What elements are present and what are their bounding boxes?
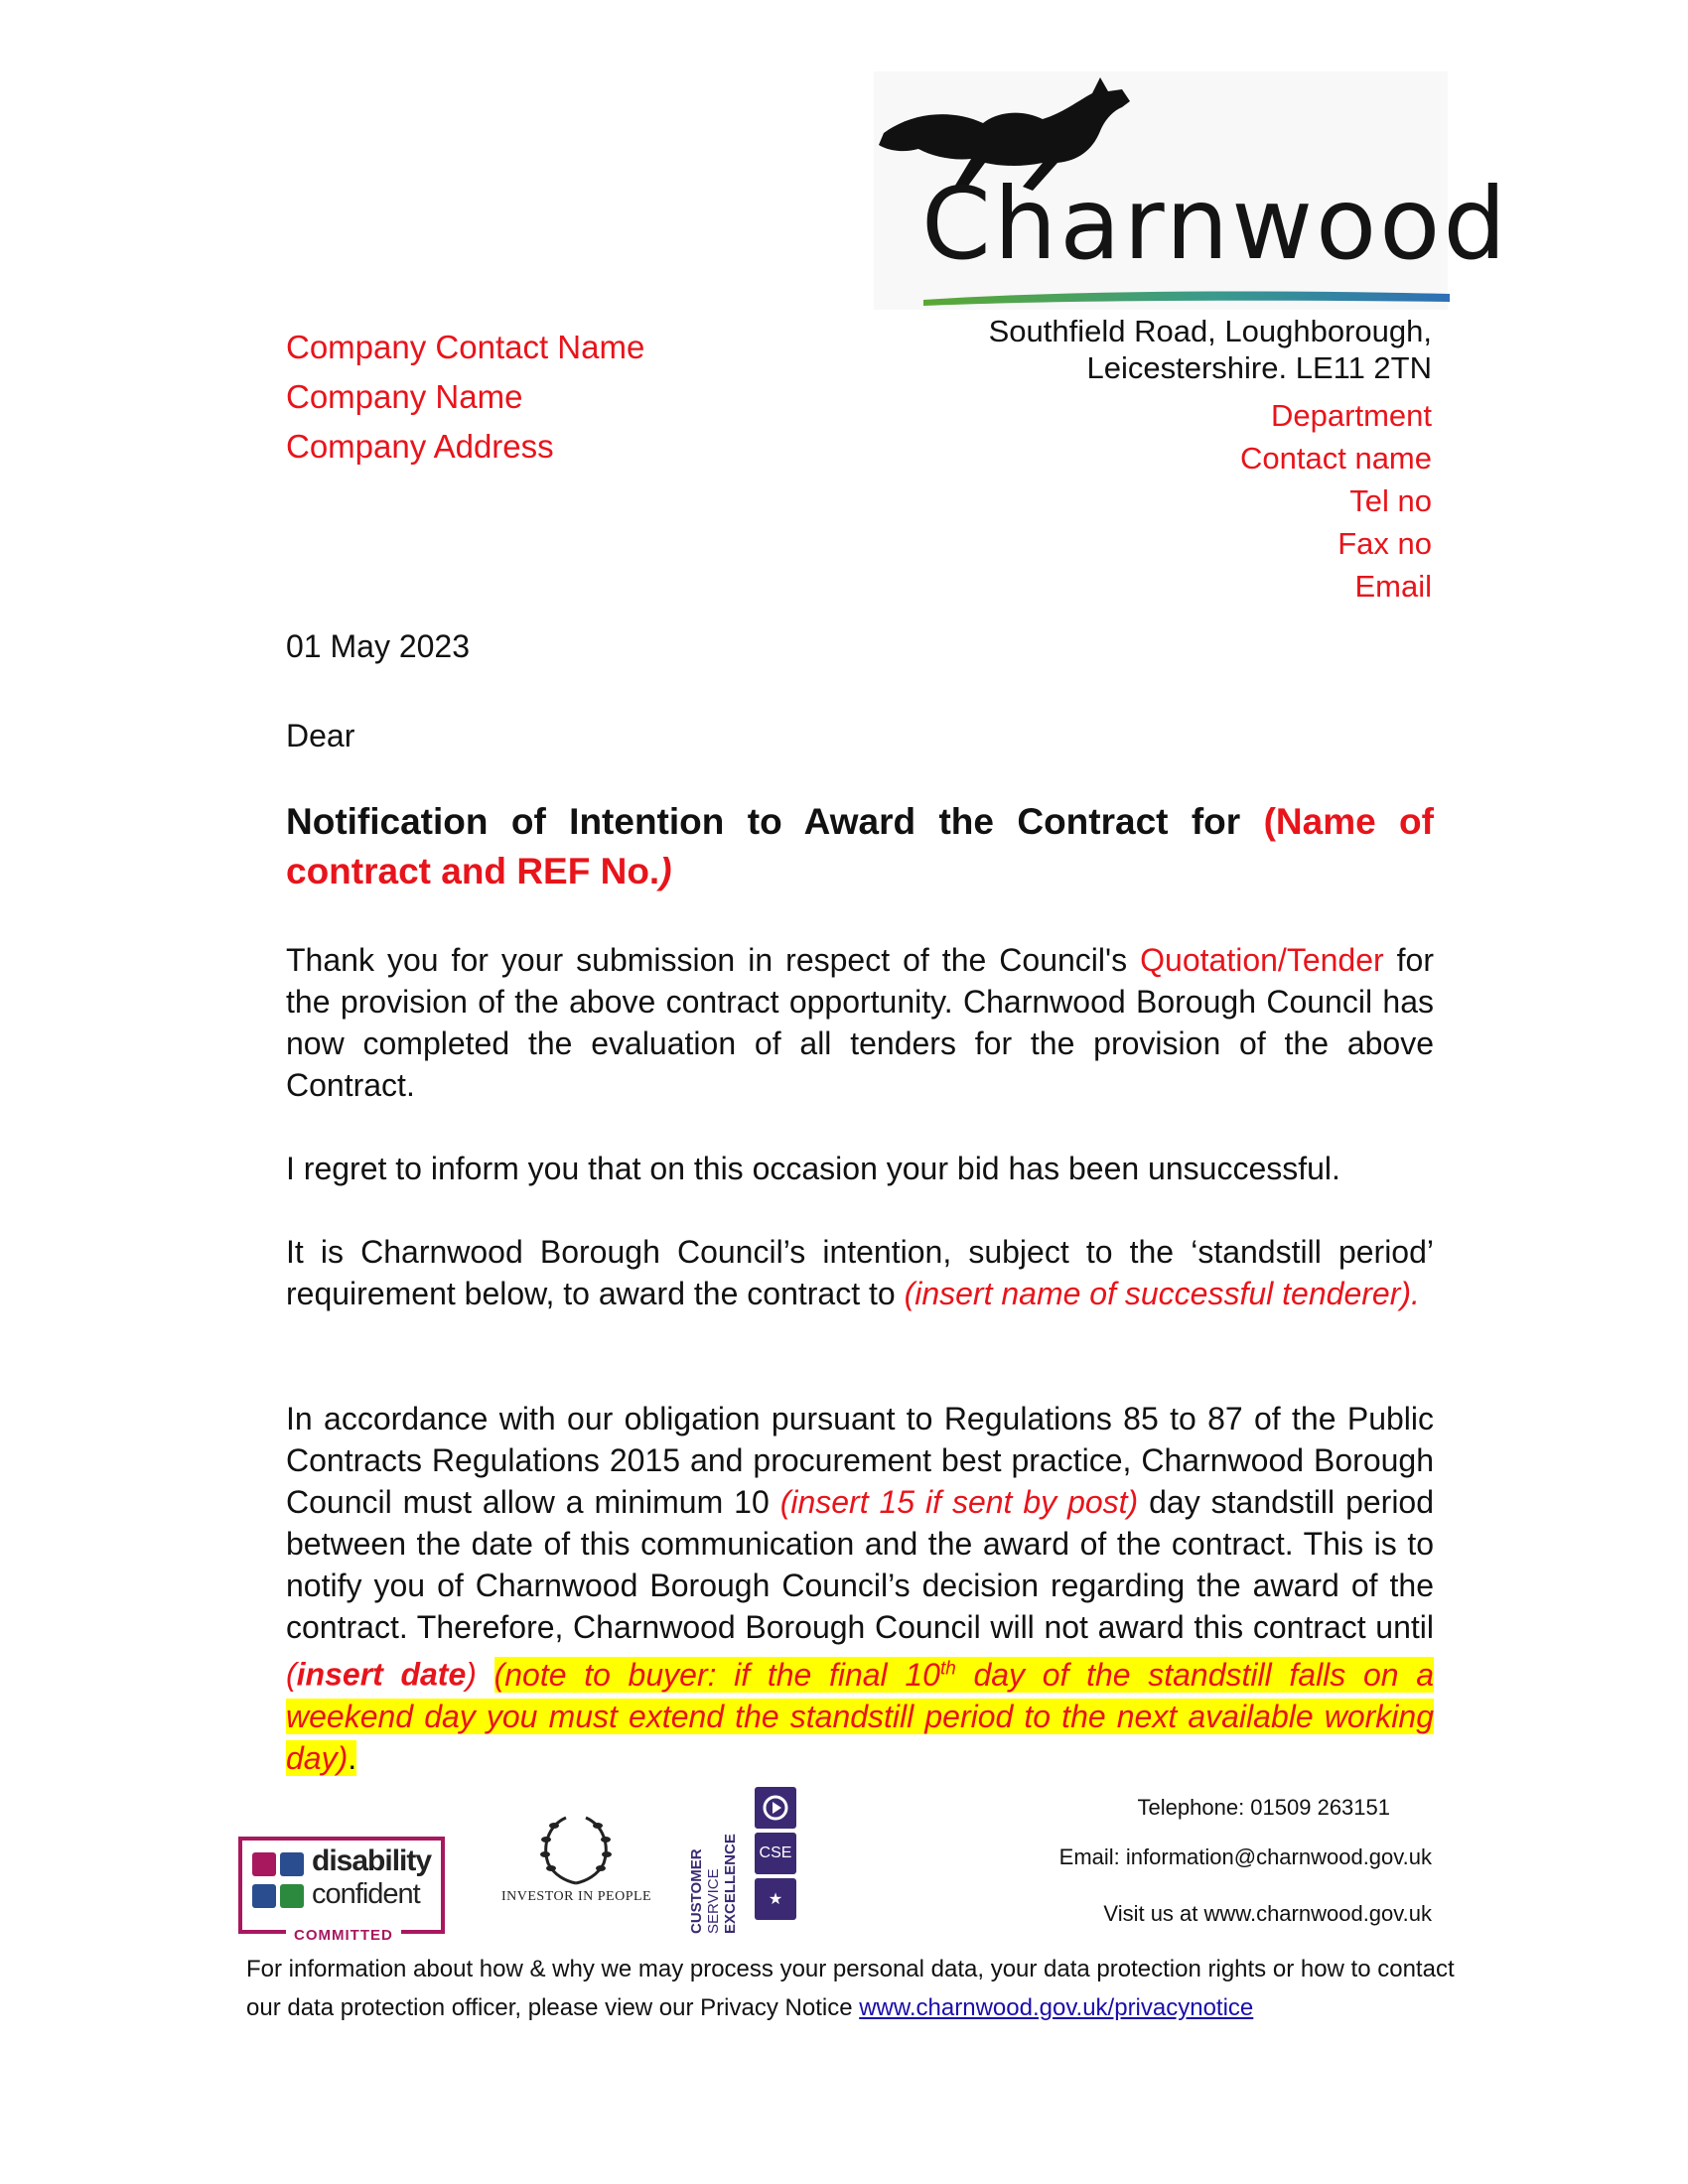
cse-word-2: SERVICE: [705, 1868, 722, 1934]
para4-space: [477, 1657, 494, 1693]
para3-text: It is Charnwood Borough Council’s intention, subject to the ‘standstill period’ requirement below, to award the contract to: [286, 1234, 1434, 1311]
cse-vertical-svg: [685, 1815, 745, 1934]
address-line-2: Leicestershire. LE11 2TN: [1086, 350, 1432, 386]
investor-in-people-label: INVESTOR IN PEOPLE: [501, 1889, 652, 1904]
letter-heading: [286, 797, 1434, 896]
date-open-paren: (: [286, 1656, 297, 1693]
sender-address: [989, 313, 1432, 386]
laurel-wreath-icon: [536, 1812, 616, 1887]
paragraph-intention: [286, 1231, 1434, 1314]
sender-contact-block: [1240, 394, 1432, 608]
para4-text-c: day standstill period between the date of this communication and the award of the contract. This is to notify you of Charnwood Borough Council’s decision regarding the award of the contract. Therefore, Charnwood Borough Council will not award this contract until: [286, 1484, 1435, 1645]
fax-placeholder: Fax no: [1337, 526, 1432, 561]
quotation-tender-placeholder: Quotation/Tender: [1140, 942, 1384, 978]
dc-person-icon: [280, 1884, 304, 1908]
para1-text-c: for the provision of the above contract opportunity. Charnwood Borough Council has now completed the evaluation of all tenders for the provision of the above Contract.: [286, 942, 1435, 1103]
footer-email: Email: information@charnwood.gov.uk: [1058, 1844, 1432, 1869]
privacy-text: For information about how & why we may process your personal data, your data protection rights or how to contact our data protection officer, please view our Privacy Notice: [246, 1956, 1455, 2021]
cse-word-1: CUSTOMER: [688, 1848, 705, 1934]
dc-lock-icon: [252, 1884, 276, 1908]
paragraph-standstill: [286, 1398, 1434, 1779]
footer-telephone: Telephone: 01509 263151: [1137, 1795, 1390, 1820]
cse-badge: [755, 1787, 796, 1924]
cse-vertical-text: [685, 1815, 745, 1934]
dc-committed: COMMITTED: [286, 1927, 401, 1944]
paragraph-submission: [286, 939, 1434, 1106]
recipient-company-address: Company Address: [286, 428, 554, 465]
letter-date: 01 May 2023: [286, 628, 471, 664]
dc-line2: confident: [312, 1878, 420, 1910]
salutation: Dear: [286, 718, 355, 753]
insert-date-placeholder: insert date: [296, 1656, 467, 1693]
address-line-1: Southfield Road, Loughborough,: [988, 314, 1432, 348]
star-icon: ★: [755, 1878, 796, 1920]
buyer-note-sup: th: [939, 1658, 956, 1679]
logo-wordmark: Charnwood: [921, 166, 1509, 282]
paragraph-unsuccessful: I regret to inform you that on this occasion your bid has been unsuccessful.: [286, 1151, 1340, 1186]
heading-placeholder: (Name of contract and REF No.: [286, 801, 1434, 891]
tel-placeholder: Tel no: [1349, 483, 1432, 518]
cse-mark: CSE: [755, 1833, 796, 1874]
buyer-note-a: (note to buyer: if the final 10: [493, 1656, 940, 1693]
para4-period: .: [348, 1739, 357, 1776]
successful-tenderer-placeholder: (insert name of successful tenderer).: [904, 1276, 1420, 1311]
department-placeholder: Department: [1271, 398, 1432, 433]
cse-word-3: EXCELLENCE: [722, 1834, 739, 1934]
para4-text-a: In accordance with our obligation pursuant to Regulations 85 to 87 of the Public Contracts Regulations 2015 and procurement best practice, Charnwood Borough Council must allow a minimum 10: [286, 1401, 1434, 1520]
buyer-note-b: day of the standstill falls on a weekend day you must extend the standstill period to the next available working day): [286, 1656, 1435, 1776]
contact-name-placeholder: Contact name: [1240, 441, 1432, 476]
play-icon: [755, 1787, 796, 1829]
heading-close: ): [659, 851, 672, 891]
dc-line1: disability: [312, 1844, 432, 1877]
email-placeholder: Email: [1354, 569, 1432, 604]
dc-tick-icon: [280, 1852, 304, 1876]
privacy-notice-link[interactable]: www.charnwood.gov.uk/privacynotice: [859, 1994, 1254, 2021]
logo-swoosh: [923, 288, 1450, 308]
date-close-paren: ): [466, 1656, 477, 1693]
privacy-notice: [246, 1950, 1487, 2027]
recipient-contact-name: Company Contact Name: [286, 329, 645, 365]
post-placeholder: (insert 15 if sent by post): [779, 1484, 1139, 1520]
dc-people-icon: [252, 1852, 276, 1876]
recipient-block: [286, 323, 644, 472]
heading-text: Notification of Intention to Award the Contract for: [286, 801, 1264, 842]
para1-text-a: Thank you for your submission in respect of the Council's: [286, 942, 1141, 978]
disability-confident-badge: [238, 1837, 445, 1944]
footer-website: Visit us at www.charnwood.gov.uk: [1103, 1901, 1432, 1926]
recipient-company-name: Company Name: [286, 378, 523, 415]
